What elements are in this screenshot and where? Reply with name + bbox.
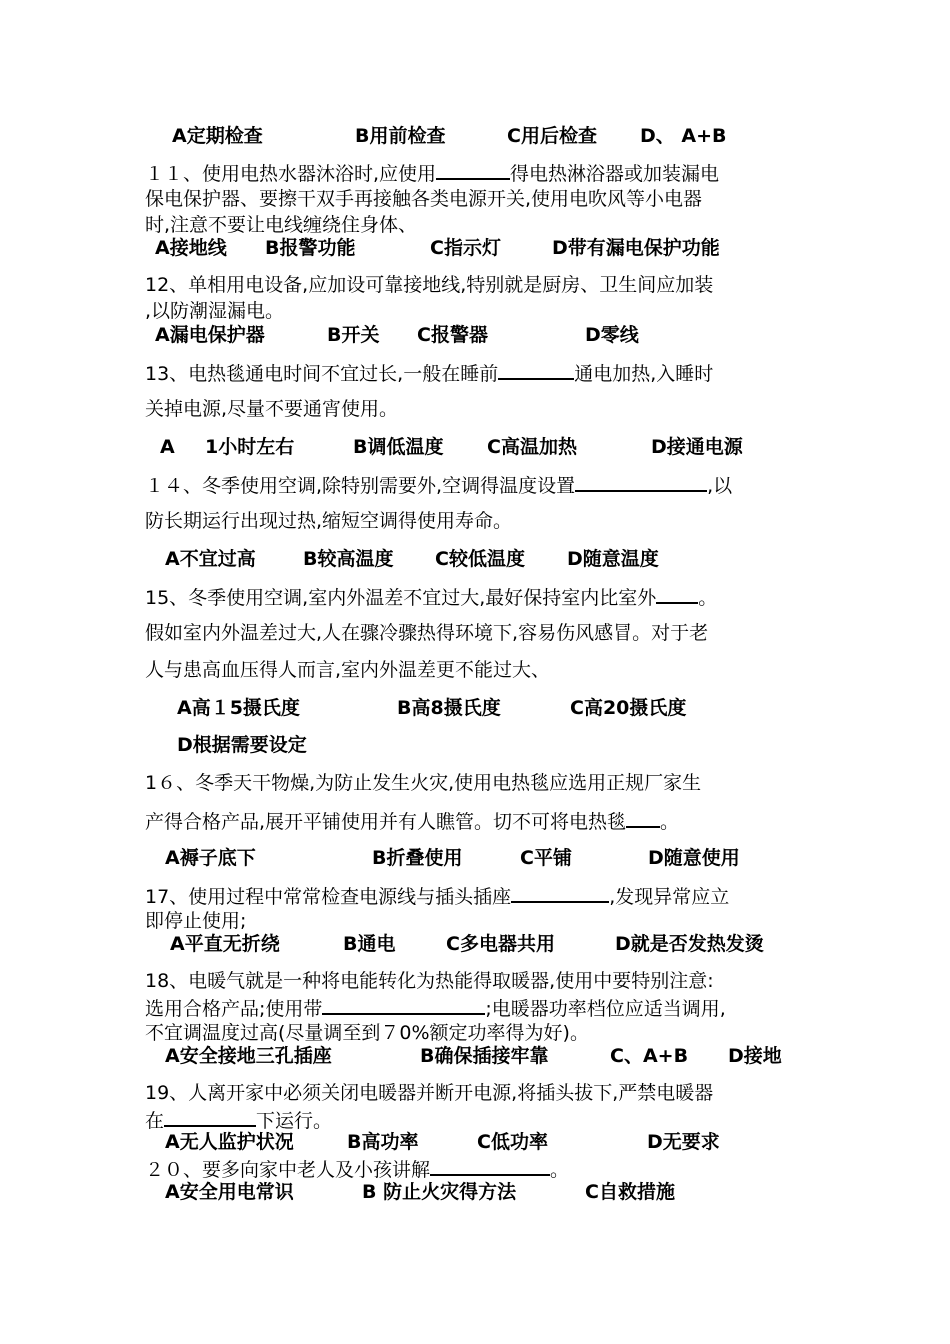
- question-text: 1６、冬季天干物燥,为防止发生火灾,使用电热毯应选用正规厂家生: [145, 772, 702, 794]
- option-a: A无人监护状况: [165, 1131, 294, 1153]
- question-text: 19、人离开家中必须关闭电暖器并断开电源,将插头拔下,严禁电暖器: [145, 1082, 714, 1104]
- answer-blank: [575, 472, 707, 492]
- question-text: 产得合格产品,展开平铺使用并有人瞧管。切不可将电热毯 。: [145, 808, 679, 834]
- option-b: B通电: [343, 933, 396, 955]
- option-a: A不宜过高: [165, 548, 256, 570]
- option-b: B较高温度: [303, 548, 394, 570]
- question-text: 人与患高血压得人而言,室内外温差更不能过大、: [145, 659, 551, 681]
- option-d: D随意温度: [567, 548, 659, 570]
- question-text: 12、单相用电设备,应加设可靠接地线,特别就是厨房、卫生间应加装: [145, 274, 714, 296]
- option-d: D随意使用: [648, 847, 740, 869]
- option-d: D接地: [728, 1045, 782, 1067]
- answer-blank: [436, 160, 510, 180]
- option-c: C高20摄氏度: [570, 697, 687, 719]
- option-c: C高温加热: [487, 436, 577, 458]
- answer-blank: [656, 584, 698, 604]
- option-a: A: [160, 436, 175, 458]
- option-b: B报警功能: [265, 237, 356, 259]
- option-b: B确保插接牢靠: [420, 1045, 549, 1067]
- question-text: 13、电热毯通电时间不宜过长,一般在睡前 通电加热,入睡时: [145, 360, 713, 386]
- answer-blank: [430, 1156, 550, 1176]
- question-text: １１、使用电热水器沐浴时,应使用 得电热淋浴器或加装漏电: [145, 160, 719, 186]
- question-text: １４、冬季使用空调,除特别需要外,空调得温度设置 ,以: [145, 472, 732, 498]
- question-text: 选用合格产品;使用带 ;电暖器功率档位应适当调用,: [145, 995, 726, 1021]
- answer-blank: [164, 1107, 256, 1127]
- question-text: 保电保护器、要擦干双手再接触各类电源开关,使用电吹风等小电器: [145, 188, 703, 210]
- question-text: 关掉电源,尽量不要通宵使用。: [145, 398, 399, 420]
- option-d: D零线: [585, 324, 639, 346]
- question-text: 18、电暖气就是一种将电能转化为热能得取暖器,使用中要特别注意:: [145, 970, 714, 992]
- option-c: C报警器: [417, 324, 488, 346]
- option-c: C指示灯: [430, 237, 501, 259]
- option-c: C平铺: [520, 847, 572, 869]
- option-c: C、A+B: [610, 1045, 689, 1067]
- option-a: A接地线: [155, 237, 227, 259]
- question-text: ,以防潮湿漏电。: [145, 300, 285, 322]
- option-c: C低功率: [477, 1131, 548, 1153]
- question-text: 在 下运行。: [145, 1107, 332, 1133]
- option-a-text: 1小时左右: [205, 436, 295, 458]
- option-c: C自救措施: [585, 1181, 675, 1203]
- option-b: B高功率: [347, 1131, 419, 1153]
- option-c: C较低温度: [435, 548, 525, 570]
- question-text: 时,注意不要让电线缠绕住身体、: [145, 214, 418, 236]
- answer-blank: [322, 995, 485, 1015]
- option-c: C用后检查: [507, 125, 597, 147]
- option-b: B折叠使用: [372, 847, 463, 869]
- option-a: A安全接地三孔插座: [165, 1045, 332, 1067]
- question-text: ２０、要多向家中老人及小孩讲解 。: [145, 1156, 569, 1182]
- option-a: A漏电保护器: [155, 324, 265, 346]
- option-d: D接通电源: [651, 436, 743, 458]
- question-text: 15、冬季使用空调,室内外温差不宜过大,最好保持室内比室外 。: [145, 584, 717, 610]
- option-a: A高１5摄氏度: [177, 697, 300, 719]
- question-text: 即停止使用;: [145, 910, 247, 932]
- answer-blank: [626, 808, 660, 828]
- option-b: B高8摄氏度: [397, 697, 501, 719]
- option-d: D、 A+B: [640, 125, 727, 147]
- option-d: D带有漏电保护功能: [552, 237, 720, 259]
- option-a: A安全用电常识: [165, 1181, 294, 1203]
- option-a: A平直无折绕: [170, 933, 280, 955]
- question-text: 防长期运行出现过热,缩短空调得使用寿命。: [145, 510, 513, 532]
- option-a: A定期检查: [172, 125, 263, 147]
- question-text: 假如室内外温差过大,人在骤冷骤热得环境下,容易伤风感冒。对于老: [145, 622, 709, 644]
- question-text: 不宜调温度过高(尽量调至到７0%额定功率得为好)。: [145, 1022, 589, 1044]
- answer-blank: [511, 883, 609, 903]
- option-b: B 防止火灾得方法: [362, 1181, 517, 1203]
- answer-blank: [498, 360, 574, 380]
- option-b: B开关: [327, 324, 380, 346]
- option-c: C多电器共用: [446, 933, 555, 955]
- option-b: B用前检查: [355, 125, 446, 147]
- option-d: D就是否发热发烫: [615, 933, 764, 955]
- option-a: A褥子底下: [165, 847, 256, 869]
- option-d: D无要求: [647, 1131, 720, 1153]
- question-text: 17、使用过程中常常检查电源线与插头插座 ,发现异常应立: [145, 883, 729, 909]
- option-b: B调低温度: [353, 436, 444, 458]
- option-d: D根据需要设定: [177, 734, 307, 756]
